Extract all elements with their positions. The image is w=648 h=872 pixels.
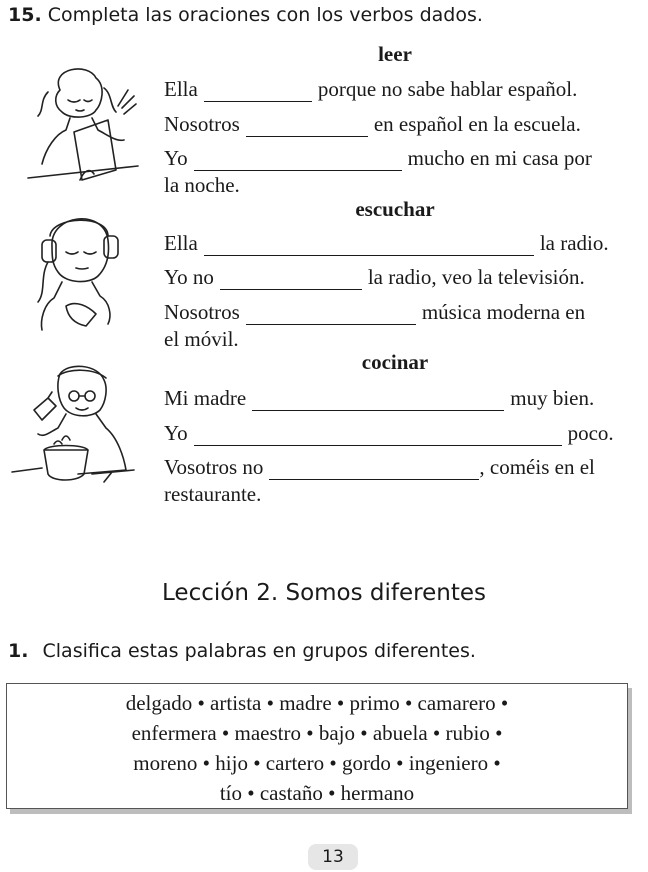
verb-escuchar: escuchar bbox=[355, 197, 435, 221]
exercise-15-instruction bbox=[8, 4, 483, 26]
grandmother-cooking-icon bbox=[8, 358, 138, 488]
sentence-escuchar-1 bbox=[164, 230, 632, 256]
answer-blank[interactable] bbox=[269, 459, 479, 480]
sentence-end: la radio. bbox=[539, 231, 609, 255]
sentence-end: muy bien. bbox=[510, 386, 595, 410]
verb-cocinar: cocinar bbox=[361, 350, 429, 374]
sentence-leer-1 bbox=[164, 76, 632, 102]
instruction-text: Clasifica estas palabras en grupos diferentes. bbox=[42, 640, 476, 662]
answer-blank[interactable] bbox=[194, 425, 562, 446]
word-row: delgado • artista • madre • primo • camarero • bbox=[125, 691, 509, 715]
sentence-end: mucho en mi casa por bbox=[407, 146, 592, 170]
sentence-start: Yo no bbox=[164, 265, 214, 289]
exercise-1-instruction bbox=[8, 640, 476, 662]
answer-blank[interactable] bbox=[246, 304, 416, 325]
sentence-end: música moderna en bbox=[421, 300, 586, 324]
sentence-continuation: restaurante. bbox=[164, 482, 262, 506]
sentence-start: Nosotros bbox=[164, 112, 240, 136]
sentence-continuation: el móvil. bbox=[164, 327, 239, 351]
answer-blank[interactable] bbox=[204, 81, 312, 102]
sentence-start: Mi madre bbox=[164, 386, 247, 410]
girl-reading-icon bbox=[20, 60, 140, 185]
page-number: 13 bbox=[308, 844, 358, 870]
verb-leer: leer bbox=[378, 42, 412, 66]
sentence-start: Ella bbox=[164, 231, 198, 255]
answer-blank[interactable] bbox=[246, 116, 368, 137]
sentence-start: Yo bbox=[164, 146, 188, 170]
answer-blank[interactable] bbox=[194, 150, 402, 171]
sentence-cocinar-2 bbox=[164, 420, 632, 446]
instruction-text: Completa las oraciones con los verbos dados. bbox=[47, 4, 483, 26]
sentence-escuchar-2 bbox=[164, 264, 632, 290]
sentence-leer-3 bbox=[164, 145, 632, 171]
sentence-escuchar-3 bbox=[164, 299, 632, 325]
sentence-end: poco. bbox=[567, 421, 614, 445]
answer-blank[interactable] bbox=[204, 235, 534, 256]
sentence-start: Vosotros no bbox=[164, 455, 264, 479]
sentence-continuation: la noche. bbox=[164, 173, 240, 197]
sentence-leer-2 bbox=[164, 111, 632, 137]
sentence-cocinar-3 bbox=[164, 454, 632, 480]
girl-headphones-icon bbox=[26, 206, 142, 334]
exercise-number: 1. bbox=[8, 640, 29, 662]
sentence-end: porque no sabe hablar español. bbox=[317, 77, 578, 101]
lesson-title: Lección 2. Somos diferentes bbox=[162, 580, 486, 606]
sentence-start: Ella bbox=[164, 77, 198, 101]
exercise-number: 15. bbox=[8, 4, 42, 26]
sentence-start: Nosotros bbox=[164, 300, 240, 324]
sentence-start: Yo bbox=[164, 421, 188, 445]
answer-blank[interactable] bbox=[220, 269, 362, 290]
word-row: moreno • hijo • cartero • gordo • ingeniero • bbox=[133, 751, 501, 775]
sentence-cocinar-1 bbox=[164, 385, 632, 411]
answer-blank[interactable] bbox=[252, 390, 504, 411]
word-row: enfermera • maestro • bajo • abuela • rubio • bbox=[131, 721, 503, 745]
sentence-end: , coméis en el bbox=[479, 455, 595, 479]
word-row: tío • castaño • hermano bbox=[219, 781, 415, 805]
sentence-end: en español en la escuela. bbox=[373, 112, 581, 136]
sentence-end: la radio, veo la televisión. bbox=[367, 265, 585, 289]
